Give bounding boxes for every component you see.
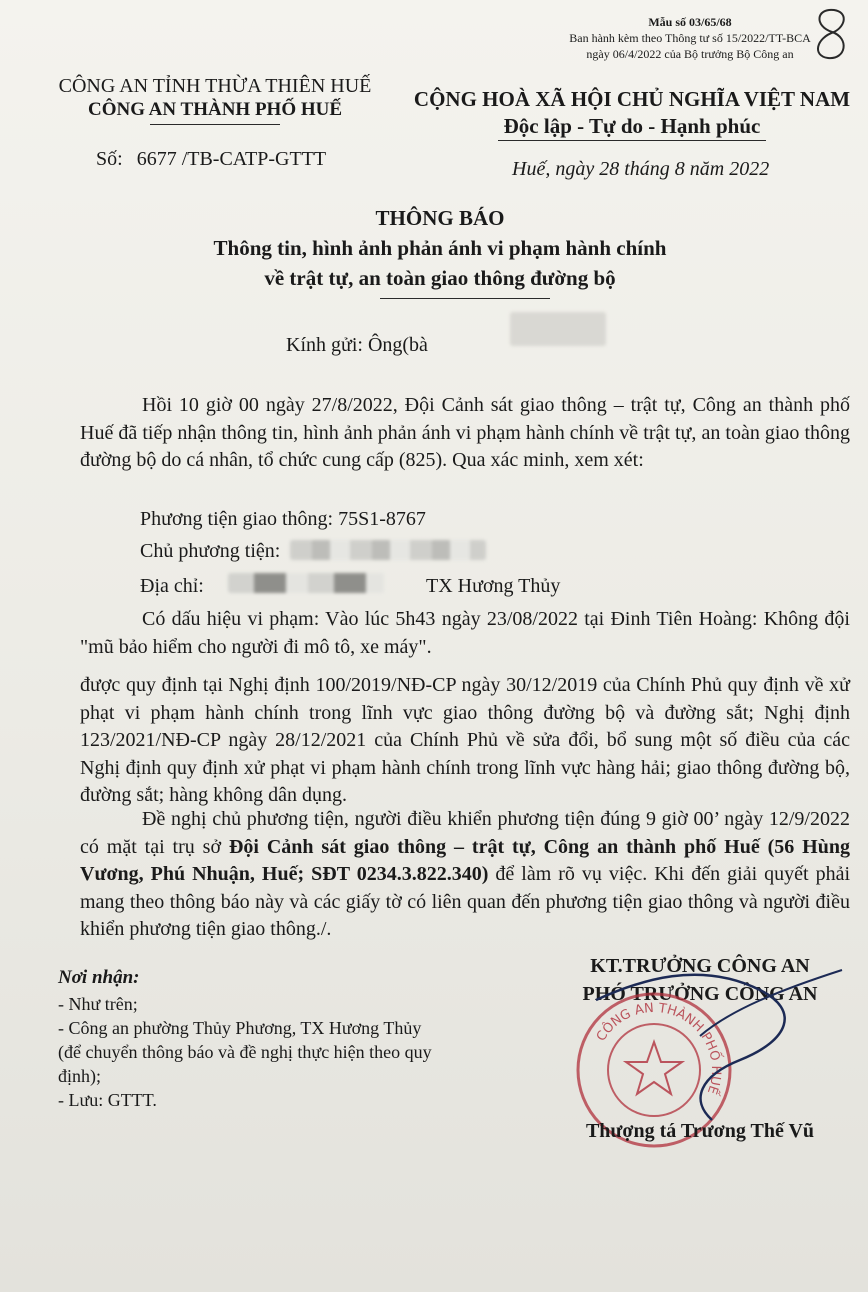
redacted-owner bbox=[290, 540, 486, 560]
address-label: Địa chỉ: bbox=[140, 575, 204, 597]
paragraph-received bbox=[80, 392, 850, 475]
recipient-item: định); bbox=[58, 1066, 101, 1086]
recipient-item: - Như trên; bbox=[58, 994, 138, 1014]
place-date: Huế, ngày 28 tháng 8 năm 2022 bbox=[512, 158, 770, 180]
redacted-name bbox=[510, 312, 606, 346]
agency-underline bbox=[150, 124, 280, 125]
recipients-heading: Nơi nhận: bbox=[58, 967, 140, 988]
paragraph-violation bbox=[80, 606, 850, 661]
paragraph-violation-text: Có dấu hiệu vi phạm: Vào lúc 5h43 ngày 23/08/2022 tại Đinh Tiên Hoàng: Không đội "mũ bảo hiểm cho người đi mô tô, xe máy". bbox=[80, 608, 850, 658]
agency-parent: CÔNG AN TỈNH THỪA THIÊN HUẾ bbox=[58, 75, 372, 97]
signer-name: Thượng tá Trương Thế Vũ bbox=[585, 1120, 815, 1142]
document-number-label: Số: bbox=[96, 148, 123, 170]
greeting: Kính gửi: Ông(bà bbox=[286, 334, 428, 356]
paragraph-legal bbox=[80, 672, 850, 810]
recipient-item: - Công an phường Thủy Phương, TX Hương Thủy bbox=[58, 1018, 422, 1038]
form-issued-line2: ngày 06/4/2022 của Bộ trưởng Bộ Công an bbox=[586, 47, 794, 61]
national-motto: Độc lập - Tự do - Hạnh phúc bbox=[503, 114, 761, 138]
title-underline bbox=[380, 298, 550, 299]
request-text-c: để làm rõ vụ việc. Khi đến giải quyết phải mang theo thông báo này và các giấy tờ có liên quan đến phương tiện giao thông và người điều khiển phương tiện giao thông./. bbox=[80, 863, 850, 940]
paragraph-received-text: Hồi 10 giờ 00 ngày 27/8/2022, Đội Cảnh sát giao thông – trật tự, Công an thành phố Huế đã tiếp nhận thông tin, hình ảnh phản ánh vi phạm hành chính về trật tự, an toàn giao thông đường bộ do cá nhân, tổ chức cung cấp (825). Qua xác minh, xem xét: bbox=[80, 394, 850, 471]
redacted-address bbox=[228, 573, 384, 593]
seal-star-icon bbox=[626, 1042, 682, 1094]
nation-name: CỘNG HOÀ XÃ HỘI CHỦ NGHĨA VIỆT NAM bbox=[413, 87, 851, 111]
form-number: Mẫu số 03/65/68 bbox=[648, 15, 732, 29]
agency-name: CÔNG AN THÀNH PHỐ HUẾ bbox=[87, 99, 343, 120]
recipient-item: (để chuyển thông báo và đề nghị thực hiện theo quy bbox=[58, 1042, 432, 1062]
seal-text: CÔNG AN THÀNH PHỐ HUẾ bbox=[593, 1000, 724, 1096]
issuing-agency bbox=[40, 74, 390, 122]
address-tail: TX Hương Thủy bbox=[426, 575, 561, 597]
form-issued-line1: Ban hành kèm theo Thông tư số 15/2022/TT-BCA bbox=[569, 31, 811, 45]
document-number bbox=[96, 148, 326, 171]
title-line1: Thông tin, hình ảnh phản ánh vi phạm hành chính bbox=[213, 236, 667, 260]
document-number-value: 6677 /TB-CATP-GTTT bbox=[136, 148, 327, 170]
paragraph-request bbox=[80, 806, 850, 944]
request-text-bold: Đội Cảnh sát giao thông – trật tự, Công an thành phố Huế (56 Hùng Vương, Phú Nhuận, Huế; SĐT 0234.3.822.340) bbox=[80, 835, 850, 885]
document-title bbox=[140, 203, 740, 293]
motto-underline bbox=[498, 140, 766, 141]
signature-line2: PHÓ TRƯỞNG CÔNG AN bbox=[582, 983, 818, 1005]
recipients-block bbox=[58, 966, 432, 1112]
title-line2: về trật tự, an toàn giao thông đường bộ bbox=[264, 266, 616, 290]
paragraph-legal-text: được quy định tại Nghị định 100/2019/NĐ-CP ngày 30/12/2019 của Chính Phủ quy định về xử phạt vi phạm hành chính trong lĩnh vực giao thông đường bộ và đường sắt; Nghị định 123/2021/NĐ-CP ngày 28/12/2021 của Chính Phủ về sửa đổi, bổ sung một số điều của các Nghị định quy định xử phạt vi phạm hành chính trong lĩnh vực hàng hải; giao thông đường bộ, đường sắt; hàng không dân dụng. bbox=[80, 674, 850, 806]
signature-line1: KT.TRƯỞNG CÔNG AN bbox=[590, 955, 810, 977]
form-number-block bbox=[540, 14, 840, 62]
recipient-item: - Lưu: GTTT. bbox=[58, 1090, 157, 1110]
owner-line: Chủ phương tiện: bbox=[140, 540, 281, 562]
national-header bbox=[412, 86, 852, 140]
vehicle-line: Phương tiện giao thông: 75S1-8767 bbox=[140, 508, 426, 530]
request-text-a: Đề nghị chủ phương tiện, người điều khiển phương tiện đúng 9 giờ 00’ ngày 12/9/2022 có mặt tại trụ sở bbox=[80, 808, 850, 858]
title-main: THÔNG BÁO bbox=[375, 206, 505, 230]
